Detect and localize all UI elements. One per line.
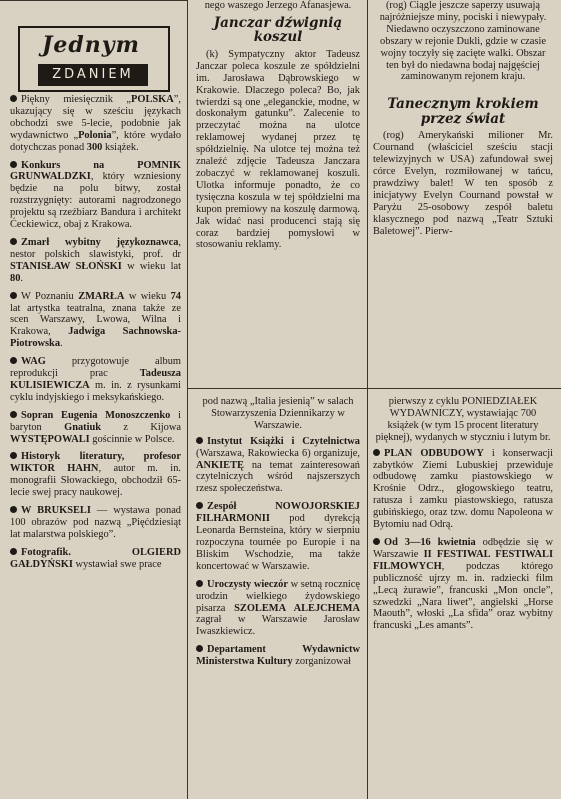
logo-word-jednym: Jednym: [42, 32, 140, 58]
news-item-text: Konkurs na POMNIK GRUNWALDZKI, który wzniesiony będzie na polu bitwy, został rozstrzygnięty: autorami nagrodzonego projektu są rzeźbiarz Bandura i architekt Ćeckiewicz, obaj z Krakowa.: [10, 159, 181, 231]
bullet-icon: [10, 357, 17, 364]
right-top-column: [373, 0, 553, 386]
news-item-text: W Poznaniu ZMARŁA w wieku 74 lat artystka teatralna, znana także ze scen Warszawy, Lwowa, Wilna i Krakowa, Jadwiga Sachnowska-Piotrowska.: [10, 290, 181, 350]
right-bottom-column: [373, 396, 553, 799]
column-rule-right: [367, 0, 368, 799]
bullet-icon: [373, 449, 380, 456]
bullet-icon: [196, 502, 203, 509]
article-taneczny: [373, 130, 553, 237]
bullet-icon: [10, 238, 17, 245]
bullet-icon: [196, 645, 203, 652]
news-item-text: Historyk literatury, profesor WIKTOR HAHN, autor m. in. monografii Słowackiego, obchodził 65-lecie swej pracy naukowej.: [10, 451, 181, 499]
news-item: [10, 237, 181, 285]
news-item-text: WAG przygotowuje album reprodukcji prac Tadeusza KULISIEWICZA m. in. z rysunkami cyklu indyjskiego i meksykańskiego.: [10, 356, 181, 403]
news-item-text: W BRUKSELI — wystawa ponad 100 obrazów pod nazwą „Pięćdziesiąt lat malarstwa polskiego”.: [10, 505, 181, 540]
middle-top-column: [196, 0, 360, 386]
continued-text: pierwszy z cyklu PONIEDZIAŁEK WYDAWNICZY, wystawiając 700 książek (w tym 15 procent literatury pięknej), wydanych w styczniu i lutym br.: [375, 396, 551, 443]
left-column: [10, 94, 181, 799]
bullet-icon: [10, 95, 17, 102]
continued-text: (rog) Ciągle jeszcze saperzy usuwają najróżniejsze miny, pociski i niewypały. Niedawno oczyszczono zaminowane obszary w rejonie Dukli, gdzie w czasie wojny toczyły się zacięte walki. Obszar ten był do niedawna bodaj najgęściej zaminowanym rejonem kraju.: [379, 0, 547, 83]
news-item: [10, 94, 181, 154]
news-item: [196, 501, 360, 572]
news-item: [373, 448, 553, 531]
news-item-text: Piękny miesięcznik „POLSKA”, ukazujący się w sześciu językach obchodzi swe 5-lecie, podobnie jak wydawnictwo „Polonia”, które wydało dotychczas ponad 300 książek.: [10, 94, 181, 153]
continued-text: nego waszego Jerzego Afanasjewa.: [204, 0, 352, 11]
top-rule: [0, 0, 187, 1]
news-item-text: Sopran Eugenia Monoszczenko i baryton Gnatiuk z Kijowa WYSTĘPOWALI gościnnie w Polsce.: [10, 409, 181, 445]
article-paragraph: (k) Sympatyczny aktor Tadeusz Janczar poleca koszule ze spółdzielni im. Jarosława Dąbrowskiego w Krakowie. Dlaczego poleca? Bo, jak twierdzi są one „eleganckie, modne, w doskonałym gatunku”. Zalecenie to przeczytać można na ulotce reklamowej wydanej przez tę spółdzielnię. Na ulotce tej można też znaleźć zdjęcie Tadeusza Janczara zobaczyć w reklamowanej koszuli. Ulotka informuje ponadto, że co tysięczna koszula w tej spółdzielni ma kupon premiowy na koszulę darmową. Jak widać nasi producenci stają się coraz bardziej pomysłowi w stosowaniu reklamy.: [196, 48, 360, 251]
news-item: [10, 451, 181, 499]
news-item: [196, 644, 360, 668]
news-item: [10, 160, 181, 231]
bullet-icon: [10, 411, 17, 418]
section-rule: [188, 388, 561, 389]
news-item-text: Fotografik. OLGIERD GAŁDYŃSKI wystawiał swe prace: [10, 546, 181, 570]
headline-janczar: Janczar dźwignią koszul: [213, 14, 343, 46]
news-item-text: Departament Wydawnictw Ministerstwa Kultury zorganizował: [196, 644, 360, 668]
news-item: [373, 537, 553, 632]
continued-text: pod nazwą „Italia jesienią” w salach Stowarzyszenia Dziennikarzy w Warszawie.: [202, 396, 354, 431]
news-item-text: Zespół NOWOJORSKIEJ FILHARMONII pod dyrekcją Leonarda Bernsteina, który w sierpniu rozpoczyna tournée po Europie i na Bliskim Wschodzie, ma także koncertować w Warszawie.: [196, 501, 360, 572]
jednym-zdaniem-logo: [18, 26, 170, 92]
bullet-icon: [10, 452, 17, 459]
bullet-icon: [10, 161, 17, 168]
news-item-text: Od 3—16 kwietnia odbędzie się w Warszawie II FESTIWAL FESTIWALI FILMOWYCH, podczas którego publiczność ujrzy m. in. radziecki film „Lecą żurawie”, francuski „Mon oncle”, szwedzki „Nara liwet”, angielski „Horse Maouth”, włoski „La sfida” oraz wybitny francuski „Les amants”.: [373, 536, 553, 632]
logo-word-zdaniem: ZDANIEM: [38, 64, 148, 86]
bullet-icon: [196, 580, 203, 587]
news-item-text: Instytut Książki i Czytelnictwa (Warszawa, Rakowiecka 6) organizuje, ANKIETĘ na temat zainteresowań czytelniczych wśród najszerszych rzesz społeczeństwa.: [196, 435, 360, 495]
bullet-icon: [10, 548, 17, 555]
headline-taneczny: Tanecznym krokiem przez świat: [387, 96, 539, 127]
bullet-icon: [10, 506, 17, 513]
news-item: [10, 410, 181, 446]
article-paragraph: (rog) Amerykański milioner Mr. Cournand (właściciel sześciu stacji telewizyjnych w USA) zafundował swej córce Evelyn, rozmiłowanej w tańcu, prawdziwy balet! W ten sposób z inicjatywy Evelyn Cournand powstał w Paryżu 25-osobowy zespół baletu klasycznego pod nazwą „Teatr Sztuki Baletowej”. Pierw-: [373, 130, 553, 237]
news-item-text: Zmarł wybitny językoznawca, nestor polskich slawistyki, prof. dr STANISŁAW SŁOŃSKI w wieku lat 80.: [10, 236, 181, 284]
article-janczar: [196, 49, 360, 251]
bullet-icon: [10, 292, 17, 299]
news-item-text: Uroczysty wieczór w setną rocznicę urodzin wielkiego żydowskiego pisarza SZOLEMA ALEJCHEMA zagrał w Warszawie Jarosław Iwaszkiewicz.: [196, 578, 360, 638]
news-item: [10, 547, 181, 571]
news-item-text: PLAN ODBUDOWY i konserwacji zabytków Ziemi Lubuskiej przewiduje odbudowę zamku piastowskiego w Krośnie Odrz., głogowskiego teatru, ratusza i zamku piastowskiego, ratusza gubińskiego, oraz tzw. domu Napoleona w Bytomiu nad Odrą.: [373, 447, 553, 531]
news-item: [10, 505, 181, 541]
news-item: [10, 291, 181, 351]
column-rule-left: [187, 0, 188, 799]
news-item: [196, 436, 360, 496]
bullet-icon: [373, 538, 380, 545]
bullet-icon: [196, 437, 203, 444]
middle-bottom-column: [196, 396, 360, 799]
news-item: [10, 356, 181, 404]
news-item: [196, 579, 360, 639]
